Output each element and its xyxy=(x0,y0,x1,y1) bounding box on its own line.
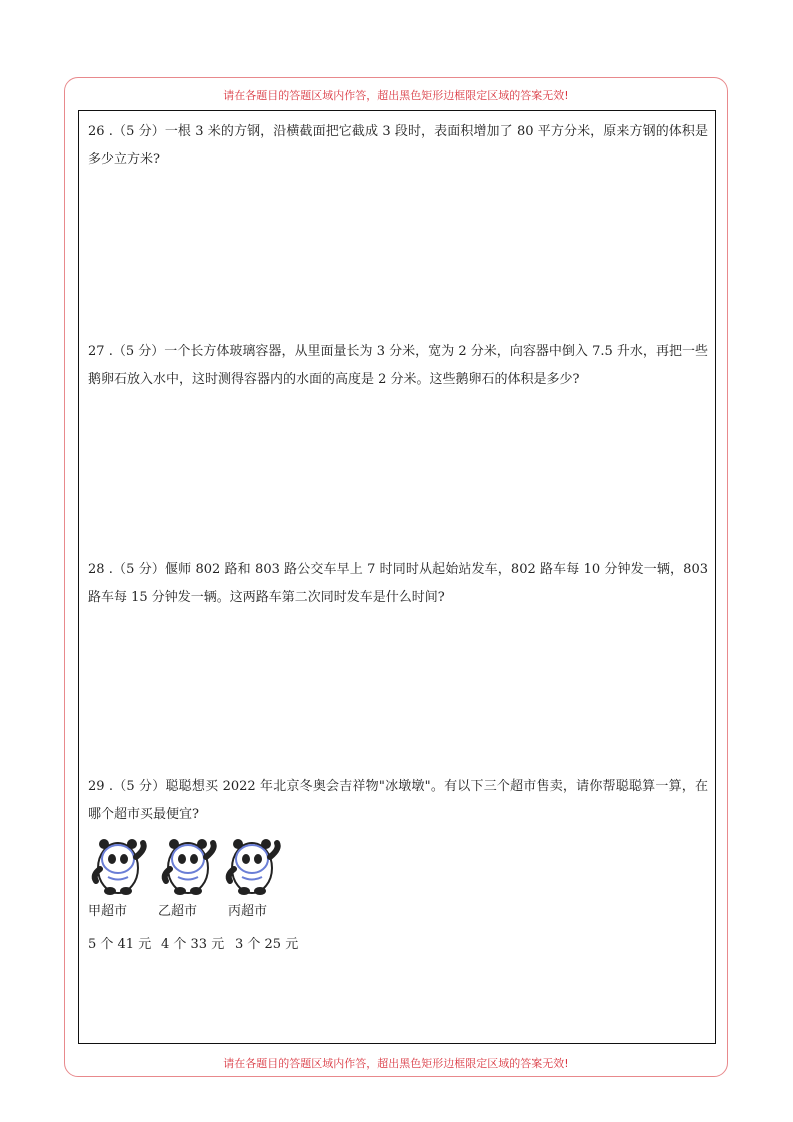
bing-dwen-dwen-icon xyxy=(158,835,220,897)
answer-region-notice-top: 请在各题目的答题区域内作答，超出黑色矩形边框限定区域的答案无效! xyxy=(223,89,569,102)
supermarket-name: 乙超市 xyxy=(158,904,198,919)
supermarket-price: 5 个 41 元 xyxy=(88,937,152,952)
supermarket-price: 4 个 33 元 xyxy=(161,937,225,952)
answer-region-notice-bottom: 请在各题目的答题区域内作答，超出黑色矩形边框限定区域的答案无效! xyxy=(223,1057,569,1070)
supermarket-price: 3 个 25 元 xyxy=(235,937,299,952)
question-27: 27 .（5 分）一个长方体玻璃容器，从里面量长为 3 分米，宽为 2 分米，向容器中倒入 7.5 升水，再把一些鹅卵石放入水中，这时测得容器内的水面的高度是 2 分米。这些鹅卵石的体积是多少? xyxy=(88,344,708,387)
question-26: 26 .（5 分）一根 3 米的方钢，沿横截面把它截成 3 段时，表面积增加了 80 平方分米，原来方钢的体积是多少立方米? xyxy=(88,124,708,167)
question-28: 28 .（5 分）偃师 802 路和 803 路公交车早上 7 时同时从起始站发车，802 路车每 10 分钟发一辆，803 路车每 15 分钟发一辆。这两路车第二次同时发车是什么时间? xyxy=(88,562,708,605)
supermarket-name: 丙超市 xyxy=(228,904,268,919)
bing-dwen-dwen-icon xyxy=(88,835,150,897)
bing-dwen-dwen-icon xyxy=(222,835,284,897)
question-29: 29 .（5 分）聪聪想买 2022 年北京冬奥会吉祥物"冰墩墩"。有以下三个超市售卖，请你帮聪聪算一算，在哪个超市买最便宜? xyxy=(88,779,708,822)
supermarket-name: 甲超市 xyxy=(88,904,128,919)
